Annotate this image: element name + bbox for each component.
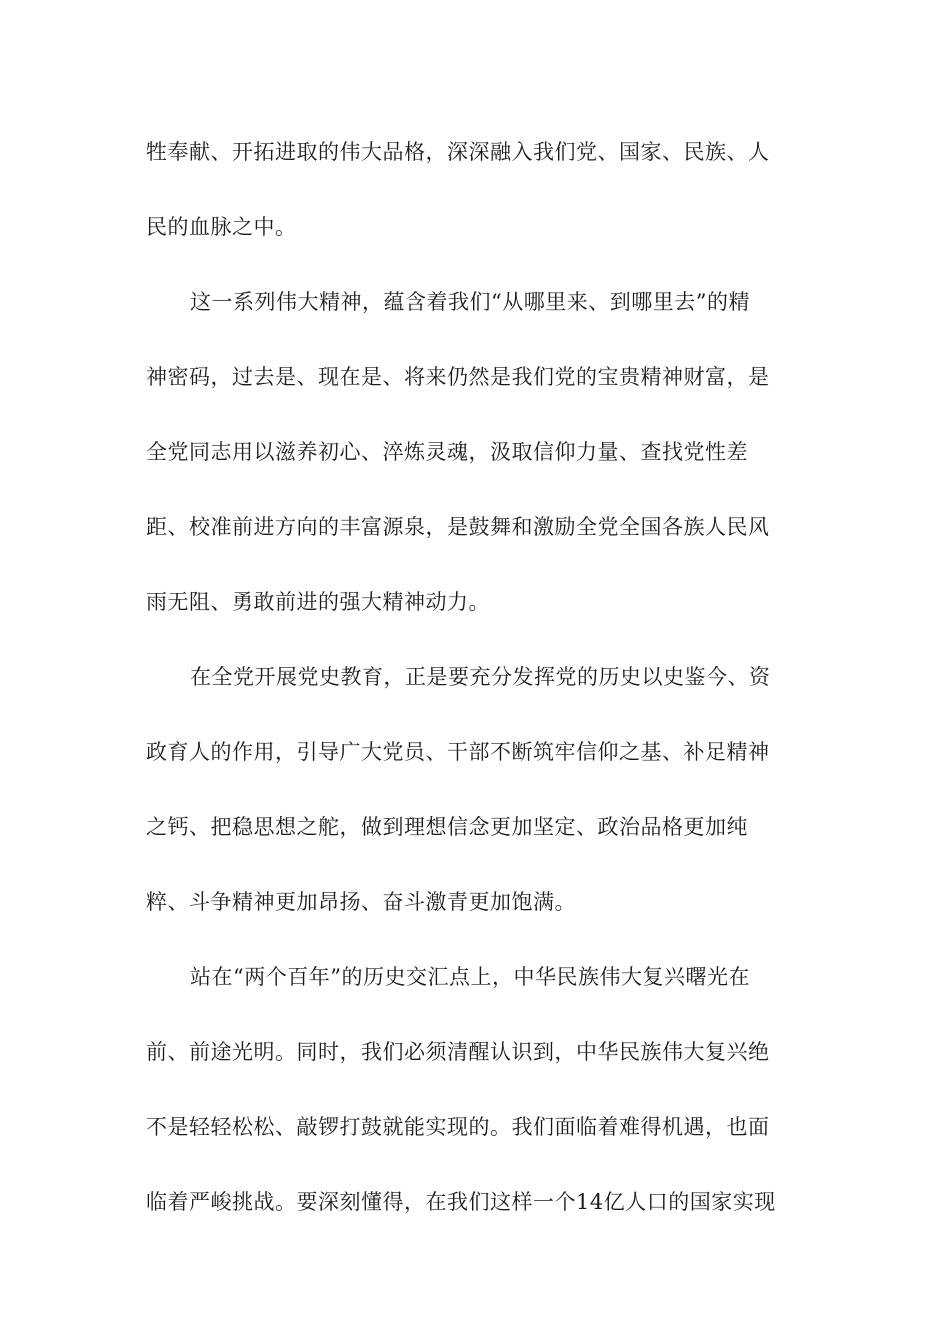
text-line: 距、校准前进方向的丰富源泉，是鼓舞和激励全党全国各族人民风	[146, 515, 770, 539]
paragraph-first-line: 这一系列伟大精神，蕴含着我们“从哪里来、到哪里去”的精	[190, 290, 750, 314]
paragraph-first-line: 站在“两个百年”的历史交汇点上，中华民族伟大复兴曙光在	[190, 965, 750, 989]
paragraph-first-line: 在全党开展党史教育，正是要充分发挥党的历史以史鉴今、资	[190, 665, 771, 689]
text-line: 之钙、把稳思想之舵，做到理想信念更加坚定、政治品格更加纯	[146, 815, 748, 839]
text-line: 粹、斗争精神更加昂扬、奋斗激青更加饱满。	[146, 890, 576, 914]
text-line: 政育人的作用，引导广大党员、干部不断筑牢信仰之基、补足精神	[146, 740, 770, 764]
text-line: 神密码，过去是、现在是、将来仍然是我们党的宝贵精神财富，是	[146, 365, 770, 389]
text-line: 不是轻轻松松、敲锣打鼓就能实现的。我们面临着难得机遇，也面	[146, 1115, 770, 1139]
text-line: 全党同志用以滋养初心、淬炼灵魂，汲取信仰力量、查找党性差	[146, 440, 748, 464]
text-line: 民的血脉之中。	[146, 215, 297, 239]
text-line: 临着严峻挑战。要深刻懂得，在我们这样一个14亿人口的国家实现	[146, 1190, 776, 1214]
text-line: 前、前途光明。同时，我们必须清醒认识到，中华民族伟大复兴绝	[146, 1040, 770, 1064]
text-line: 牲奉献、开拓进取的伟大品格，深深融入我们党、国家、民族、人	[146, 140, 770, 164]
text-line: 雨无阻、勇敢前进的强大精神动力。	[146, 590, 490, 614]
